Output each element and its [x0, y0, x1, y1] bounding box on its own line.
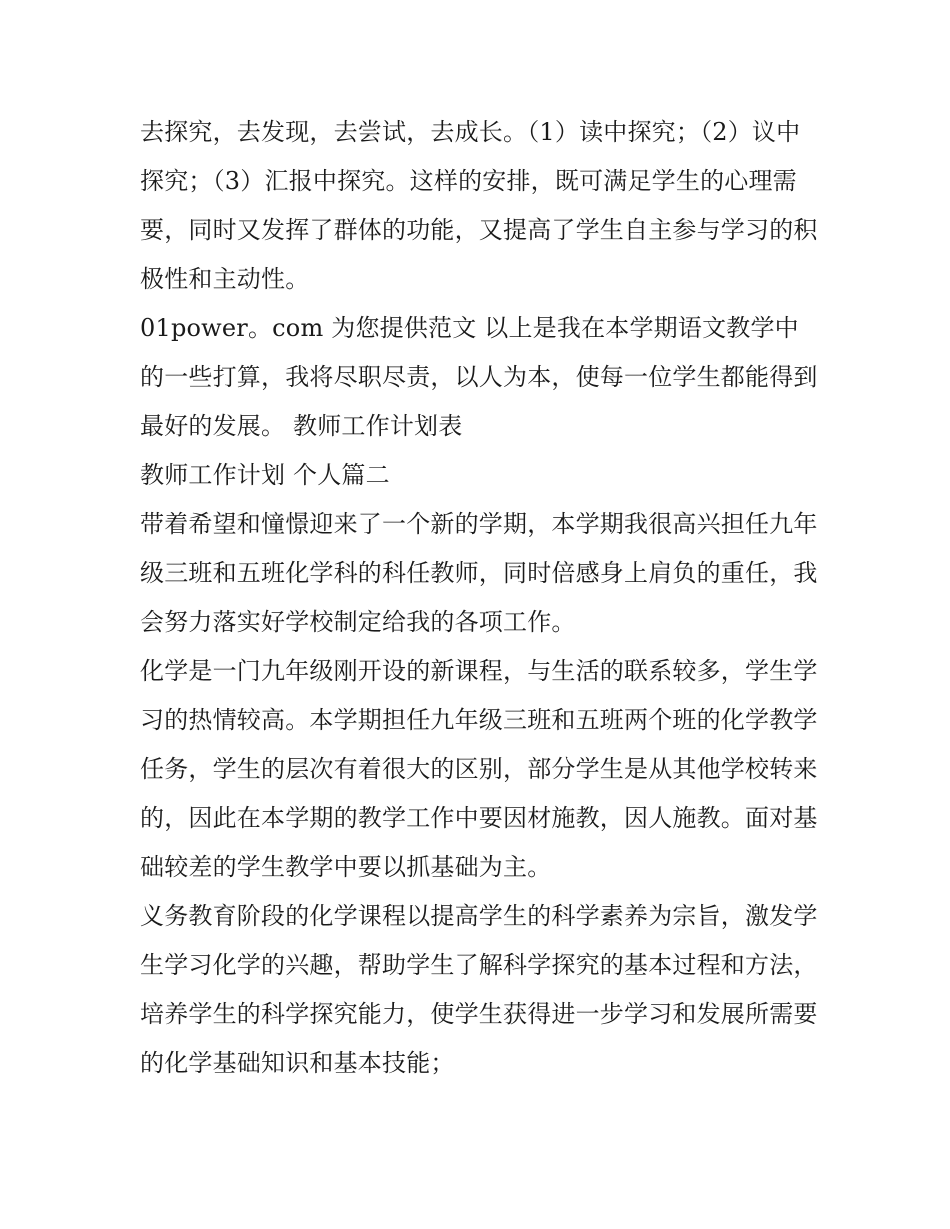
section-heading: 教师工作计划 个人篇二 — [140, 461, 390, 489]
paragraph-chemistry-course: 化学是一门九年级刚开设的新课程，与生活的联系较多，学生学习的热情较高。本学期担任九年级三班和五班两个班的化学教学任务，学生的层次有着很大的区别，部分学生是从其他学校转来的，因此在本学期的教学工作中要因材施教，因人施教。面对基础较差的学生教学中要以抓基础为主。 — [140, 657, 818, 881]
paragraph-new-semester: 带着希望和憧憬迎来了一个新的学期，本学期我很高兴担任九年级三班和五班化学科的科任教师，同时倍感身上肩负的重任，我会努力落实好学校制定给我的各项工作。 — [140, 510, 818, 636]
paragraph-curriculum-goals: 义务教育阶段的化学课程以提高学生的科学素养为宗旨，激发学生学习化学的兴趣，帮助学生了解科学探究的基本过程和方法，培养学生的科学探究能力，使学生获得进一步学习和发展所需要的化学基础知识和基本技能； — [140, 902, 818, 1077]
paragraph-inquiry-methods: 去探究，去发现，去尝试，去成长。（1）读中探究；（2）议中探究；（3）汇报中探究。这样的安排，既可满足学生的心理需要，同时又发挥了群体的功能，又提高了学生自主参与学习的积极性和主动性。 — [140, 118, 818, 293]
document-body — [140, 108, 820, 1088]
paragraph-closing-remarks: 01power。com 为您提供范文 以上是我在本学期语文教学中的一些打算，我将尽职尽责，以人为本，使每一位学生都能得到最好的发展。 教师工作计划表 — [140, 314, 818, 440]
